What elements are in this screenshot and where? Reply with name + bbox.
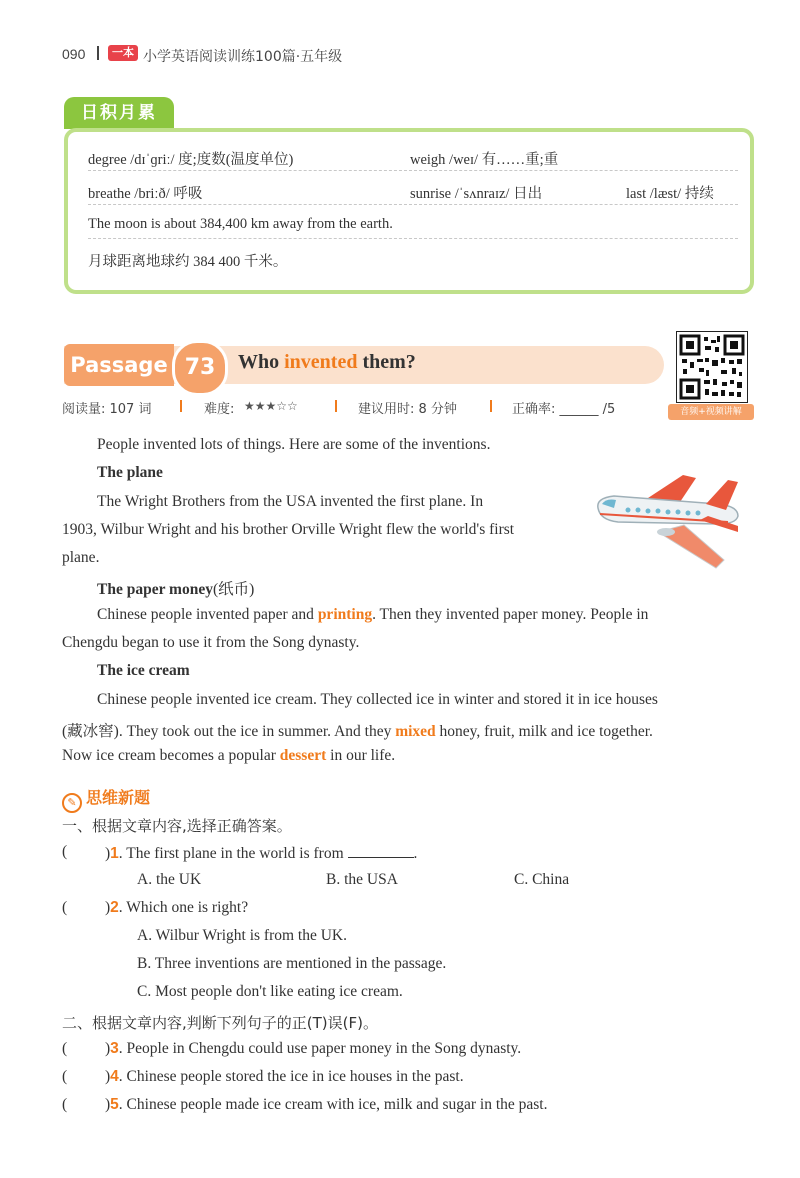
option-b[interactable]: B. the USA	[326, 871, 398, 888]
vocab-sentence: The moon is about 384,400 km away from the earth.	[88, 216, 393, 232]
answer-blank[interactable]	[348, 843, 414, 858]
word-count: 阅读量: 107 词	[62, 402, 152, 417]
vocab-entry: last /læst/ 持续	[626, 186, 714, 202]
question-text: . Which one is right?	[118, 899, 249, 916]
suggested-time: 建议用时: 8 分钟	[358, 402, 457, 417]
vocab-entry: sunrise /ˈsʌnraɪz/ 日出	[410, 186, 543, 202]
header-divider	[97, 46, 99, 60]
part-two-instruction: 二、根据文章内容,判断下列句子的正(T)误(F)。	[62, 1014, 378, 1032]
meta-divider	[335, 400, 337, 412]
question-number: 3	[110, 1040, 119, 1057]
answer-paren-close: )	[105, 899, 111, 916]
qr-caption: 音频+视频讲解	[668, 404, 754, 420]
meta-divider	[180, 400, 182, 412]
question-text: . Chinese people stored the ice in ice houses in the past.	[118, 1068, 464, 1085]
vocab-row	[88, 144, 738, 171]
question-text: . Chinese people made ice cream with ice, milk and sugar in the past.	[118, 1096, 548, 1113]
difficulty-stars: ★★★☆☆	[244, 399, 298, 413]
answer-paren-open: (	[62, 843, 68, 860]
exercise-section-title	[62, 785, 150, 813]
meta-divider	[490, 400, 492, 412]
section-heading-ice-cream: The ice cream	[97, 662, 190, 679]
airplane-illustration	[588, 470, 748, 580]
vocab-entry: breathe /briːð/ 呼吸	[88, 186, 203, 202]
text-part: (藏冰窖). They took out the ice in summer. And they	[62, 723, 396, 740]
difficulty-label: 难度:	[204, 402, 235, 417]
series-logo: 一本	[108, 45, 138, 61]
plane-line: 1903, Wilbur Wright and his brother Orville Wright flew the world's first	[62, 521, 515, 538]
title-part: them?	[357, 351, 416, 373]
question-number: 5	[110, 1096, 119, 1113]
vocab-row	[88, 246, 738, 272]
ice-cream-line	[62, 719, 653, 741]
answer-paren-open: (	[62, 1068, 68, 1085]
text-part: Now ice cream becomes a popular	[62, 747, 280, 764]
text-part: honey, fruit, milk and ice together.	[435, 723, 653, 740]
answer-paren-close: )	[105, 1068, 111, 1085]
text-part: . Then they invented paper money. People in	[372, 606, 649, 623]
vocab-sentence-translation: 月球距离地球约 384 400 千米。	[88, 254, 288, 270]
keyword-highlight: mixed	[395, 723, 436, 740]
vocab-entry: weigh /weɪ/ 有……重;重	[410, 152, 559, 168]
vocab-tab-label: 日积月累	[64, 97, 174, 129]
part-one-instruction: 一、根据文章内容,选择正确答案。	[62, 817, 292, 835]
heading-text: The paper money	[97, 581, 213, 598]
book-title: 小学英语阅读训练100篇·五年级	[143, 49, 343, 65]
question-5	[105, 1096, 548, 1114]
option-a[interactable]: A. the UK	[137, 871, 202, 888]
answer-paren-close: )	[105, 1040, 111, 1057]
answer-paren-close: )	[105, 1096, 111, 1113]
text-part: Chinese people invented paper and	[97, 606, 318, 623]
option-c[interactable]: C. Most people don't like eating ice cream.	[137, 983, 403, 1000]
question-text: . The first plane in the world is from	[118, 845, 344, 862]
option-c[interactable]: C. China	[514, 871, 570, 888]
question-number: 4	[110, 1068, 119, 1085]
question-text: . People in Chengdu could use paper money in the Song dynasty.	[118, 1040, 522, 1057]
keyword-highlight: printing	[317, 606, 373, 623]
vocab-entry: degree /dɪˈɡriː/ 度;度数(温度单位)	[88, 152, 294, 168]
question-4	[105, 1068, 464, 1086]
title-highlight: invented	[284, 351, 358, 373]
section-heading-paper-money	[97, 577, 254, 599]
vocab-row	[88, 212, 738, 239]
qr-code-icon[interactable]	[676, 331, 748, 403]
vocab-row	[88, 178, 738, 205]
paper-money-line: Chengdu began to use it from the Song dynasty.	[62, 634, 360, 651]
section-title-text: 思维新题	[86, 788, 151, 807]
accuracy: 正确率: ______ /5	[512, 402, 616, 417]
paper-money-line	[97, 606, 648, 624]
title-part: Who	[238, 351, 285, 373]
question-number: 2	[110, 899, 119, 916]
text-part: in our life.	[326, 747, 396, 764]
pencil-icon: ✎	[62, 793, 82, 813]
passage-title	[238, 351, 416, 374]
page-number: 090	[62, 46, 86, 62]
option-b[interactable]: B. Three inventions are mentioned in the passage.	[137, 955, 447, 972]
passage-intro: People invented lots of things. Here are some of the inventions.	[97, 436, 491, 453]
question-number: 1	[110, 845, 119, 862]
answer-paren-close: )	[105, 845, 111, 862]
question-2	[105, 899, 248, 917]
option-a[interactable]: A. Wilbur Wright is from the UK.	[137, 927, 347, 944]
passage-number: 73	[172, 340, 228, 396]
section-heading-plane: The plane	[97, 464, 163, 481]
answer-paren-open: (	[62, 1096, 68, 1113]
keyword-highlight: dessert	[279, 747, 327, 764]
heading-translation: (纸币)	[212, 581, 255, 598]
answer-paren-open: (	[62, 899, 68, 916]
ice-cream-line	[62, 747, 395, 765]
passage-label: Passage	[64, 344, 174, 386]
question-1	[105, 843, 417, 863]
plane-line: plane.	[62, 549, 100, 566]
question-end: .	[413, 845, 418, 862]
question-3	[105, 1040, 521, 1058]
ice-cream-line: Chinese people invented ice cream. They collected ice in winter and stored it in ice houses	[97, 691, 658, 708]
plane-line: The Wright Brothers from the USA invented the first plane. In	[97, 493, 484, 510]
answer-paren-open: (	[62, 1040, 68, 1057]
